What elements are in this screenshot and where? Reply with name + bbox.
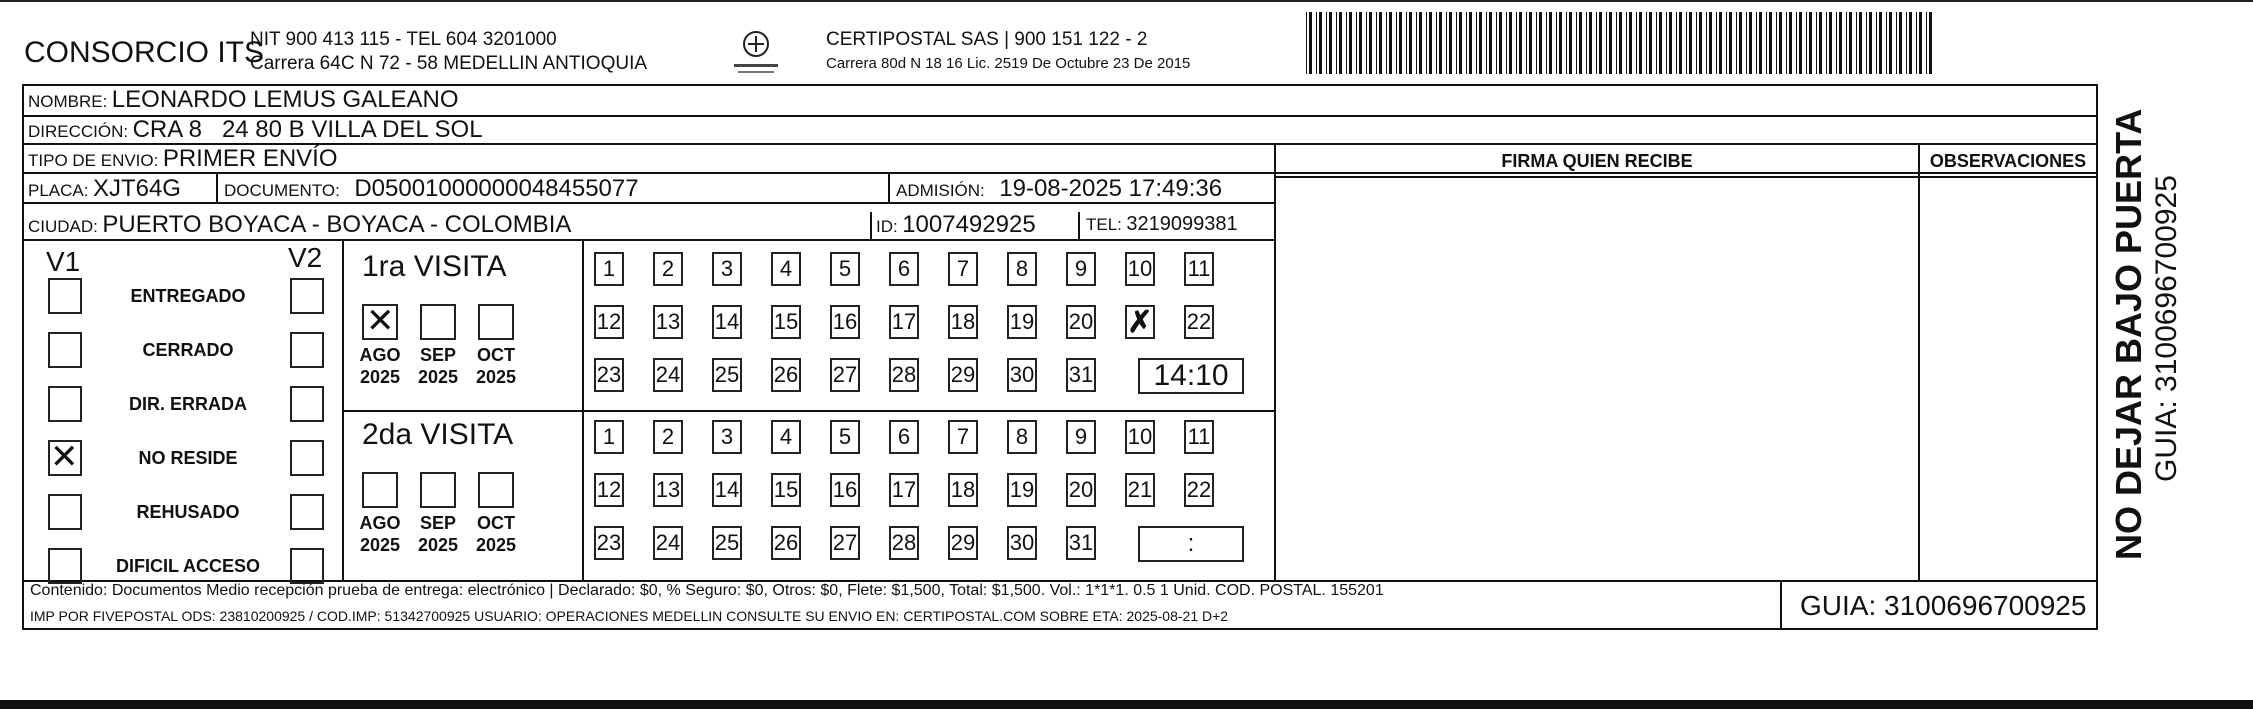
- barcode-bar: [1376, 12, 1377, 74]
- barcode-bar: [1759, 12, 1762, 74]
- tel-row: [1086, 213, 1238, 236]
- first-visit-day-4[interactable]: 4: [771, 252, 801, 286]
- first-visit-day-16[interactable]: 16: [830, 305, 860, 339]
- footer-contents: Contenido: Documentos Medio recepción prueba de entrega: electrónico | Declarado: $0, % Seguro: $0, Otros: $0, Flete: $1,500, Total: $1,500. Vol.: 1*1*1. 0.5 1 Unid. COD. POSTAL. 155201: [30, 582, 1384, 599]
- barcode-bar: [1389, 12, 1392, 74]
- v2-header: V2: [288, 242, 323, 273]
- barcode-bar: [1849, 12, 1852, 74]
- second-visit-day-26[interactable]: 26: [771, 526, 801, 560]
- second-visit-month-box-oct[interactable]: [478, 472, 514, 508]
- documento-value: D05001000000048455077: [354, 175, 639, 202]
- first-visit-day-7[interactable]: 7: [948, 252, 978, 286]
- barcode-bar: [1586, 12, 1587, 74]
- first-visit-day-29[interactable]: 29: [948, 358, 978, 392]
- month-name: AGO: [359, 513, 401, 533]
- barcode-bar: [1909, 12, 1912, 74]
- barcode-bar: [1639, 12, 1642, 74]
- barcode-bar: [1536, 12, 1537, 74]
- barcode-bar: [1706, 12, 1707, 74]
- barcode-bar: [1619, 12, 1622, 74]
- barcode-bar: [1579, 12, 1582, 74]
- barcode-bar: [1889, 12, 1892, 74]
- barcode-bar: [1459, 12, 1462, 74]
- company-nit: NIT 900 413 115 - TEL 604 3201000: [250, 29, 557, 50]
- col-divider: [1078, 212, 1080, 239]
- ciudad-value: PUERTO BOYACA - BOYACA - COLOMBIA: [102, 211, 572, 238]
- barcode-bar: [1566, 12, 1567, 74]
- first-visit-day-1[interactable]: 1: [594, 252, 624, 286]
- barcode-bar: [1596, 12, 1597, 74]
- barcode-bar: [1519, 12, 1522, 74]
- first-visit-day-12[interactable]: 12: [594, 305, 624, 339]
- second-visit-day-27[interactable]: 27: [830, 526, 860, 560]
- col-divider: [1780, 580, 1782, 630]
- first-visit-day-13[interactable]: 13: [653, 305, 683, 339]
- barcode-bar: [1526, 12, 1527, 74]
- first-visit-day-18[interactable]: 18: [948, 305, 978, 339]
- v2-checkbox-entregado[interactable]: [290, 278, 324, 314]
- cross-mark-icon: ✗: [1127, 306, 1153, 339]
- first-visit-day-9[interactable]: 9: [1066, 252, 1096, 286]
- barcode-bar: [1589, 12, 1592, 74]
- first-visit-month-box-sep[interactable]: [420, 304, 456, 340]
- second-visit-month-label-sep: [414, 512, 462, 556]
- visit-divider: [342, 410, 1274, 412]
- barcode-bar: [1399, 12, 1402, 74]
- barcode-bar: [1819, 12, 1822, 74]
- col-divider: [888, 172, 890, 202]
- check-mark-icon: ✕: [366, 301, 395, 341]
- barcode-bar: [1406, 12, 1407, 74]
- second-visit-day-24[interactable]: 24: [653, 526, 683, 560]
- barcode-bar: [1429, 12, 1432, 74]
- footer-guia: GUIA: 3100696700925: [1800, 590, 2087, 621]
- barcode-bar: [1676, 12, 1677, 74]
- first-visit-day-2[interactable]: 2: [653, 252, 683, 286]
- barcode-bar: [1826, 12, 1827, 74]
- first-visit-month-box-ago[interactable]: [362, 301, 398, 341]
- barcode-bar: [1919, 12, 1922, 74]
- check-mark-icon: ✕: [50, 437, 79, 477]
- barcode-bar: [1686, 12, 1687, 74]
- barcode-bar: [1656, 12, 1657, 74]
- tipo-row: [28, 145, 338, 173]
- first-visit-day-23[interactable]: 23: [594, 358, 624, 392]
- second-visit-day-9[interactable]: 9: [1066, 420, 1096, 454]
- v2-checkbox-dir-errada[interactable]: [290, 386, 324, 422]
- footer-print-info: IMP POR FIVEPOSTAL ODS: 23810200925 / COD.IMP: 51342700925 USUARIO: OPERACIONES MEDELLIN CONSULTE SU ENVIO EN: CERTIPOSTAL.COM SOBRE ETA: 2025-08-21 D+2: [30, 608, 1229, 624]
- col-divider: [1918, 143, 1920, 580]
- barcode-bar: [1496, 12, 1497, 74]
- barcode: [1306, 12, 1942, 74]
- barcode-bar: [1699, 12, 1702, 74]
- barcode-bar: [1316, 12, 1317, 74]
- first-visit-day-5[interactable]: 5: [830, 252, 860, 286]
- first-visit-day-10[interactable]: 10: [1125, 252, 1155, 286]
- barcode-bar: [1746, 12, 1747, 74]
- barcode-bar: [1489, 12, 1492, 74]
- admision-row: [896, 175, 1222, 203]
- first-visit-month-label-ago: [356, 344, 404, 388]
- id-row: [876, 211, 1036, 239]
- barcode-bar: [1926, 12, 1927, 74]
- barcode-bar: [1776, 12, 1777, 74]
- barcode-bar: [1359, 12, 1362, 74]
- month-year: 2025: [475, 367, 517, 387]
- barcode-bar: [1689, 12, 1692, 74]
- second-visit-day-21[interactable]: 21: [1125, 473, 1155, 507]
- company-name: CONSORCIO ITS: [24, 36, 265, 69]
- barcode-bar: [1339, 12, 1342, 74]
- barcode-bar: [1546, 12, 1547, 74]
- bottom-rule: [0, 700, 2253, 709]
- barcode-bar: [1839, 12, 1842, 74]
- barcode-bar: [1616, 12, 1617, 74]
- barcode-bar: [1646, 12, 1647, 74]
- barcode-bar: [1806, 12, 1807, 74]
- side-guia: GUIA: 3100696700925: [2150, 175, 2183, 482]
- barcode-bar: [1766, 12, 1767, 74]
- barcode-bar: [1436, 12, 1437, 74]
- row-divider: [22, 239, 1274, 241]
- first-visit-day-21[interactable]: [1125, 305, 1155, 339]
- second-visit-day-25[interactable]: 25: [712, 526, 742, 560]
- courier-info: [826, 28, 1190, 76]
- barcode-bar: [1696, 12, 1697, 74]
- courier-name: CERTIPOSTAL SAS | 900 151 122 - 2: [826, 29, 1148, 50]
- barcode-bar: [1449, 12, 1452, 74]
- placa-value: XJT64G: [92, 175, 181, 202]
- placa-label: PLACA:: [28, 181, 89, 200]
- barcode-bar: [1716, 12, 1717, 74]
- barcode-bar: [1569, 12, 1572, 74]
- month-name: SEP: [419, 345, 457, 365]
- second-visit-day-7[interactable]: 7: [948, 420, 978, 454]
- month-name: OCT: [477, 345, 515, 365]
- barcode-bar: [1809, 12, 1812, 74]
- second-visit-time-box[interactable]: :: [1138, 526, 1244, 562]
- barcode-bar: [1769, 12, 1772, 74]
- barcode-bar: [1886, 12, 1887, 74]
- first-visit-day-14[interactable]: 14: [712, 305, 742, 339]
- status-label-cerrado: CERRADO: [142, 340, 234, 360]
- second-visit-day-11[interactable]: 11: [1184, 420, 1214, 454]
- barcode-bar: [1486, 12, 1487, 74]
- barcode-bar: [1719, 12, 1722, 74]
- status-label-entregado: ENTREGADO: [130, 286, 246, 306]
- barcode-bar: [1326, 12, 1327, 74]
- barcode-bar: [1799, 12, 1802, 74]
- barcode-bar: [1649, 12, 1652, 74]
- first-visit-day-8[interactable]: 8: [1007, 252, 1037, 286]
- observaciones-title: OBSERVACIONES: [1929, 151, 2087, 171]
- barcode-bar: [1469, 12, 1472, 74]
- first-visit-day-17[interactable]: 17: [889, 305, 919, 339]
- barcode-bar: [1336, 12, 1337, 74]
- barcode-bar: [1509, 12, 1512, 74]
- barcode-bar: [1779, 12, 1782, 74]
- month-name: OCT: [477, 513, 515, 533]
- second-visit-month-label-oct: [472, 512, 520, 556]
- second-visit-day-20[interactable]: 20: [1066, 473, 1096, 507]
- barcode-bar: [1869, 12, 1872, 74]
- barcode-bar: [1789, 12, 1792, 74]
- barcode-bar: [1859, 12, 1862, 74]
- v1-checkbox-cerrado[interactable]: [48, 332, 82, 368]
- col-divider: [1274, 143, 1276, 580]
- barcode-bar: [1599, 12, 1602, 74]
- second-visit-day-14[interactable]: 14: [712, 473, 742, 507]
- barcode-bar: [1446, 12, 1447, 74]
- barcode-bar: [1379, 12, 1382, 74]
- first-visit-day-22[interactable]: 22: [1184, 305, 1214, 339]
- second-visit-day-16[interactable]: 16: [830, 473, 860, 507]
- second-visit-day-13[interactable]: 13: [653, 473, 683, 507]
- barcode-bar: [1726, 12, 1727, 74]
- barcode-bar: [1479, 12, 1482, 74]
- second-visit-day-23[interactable]: 23: [594, 526, 624, 560]
- barcode-bar: [1739, 12, 1742, 74]
- first-visit-day-11[interactable]: 11: [1184, 252, 1214, 286]
- tel-value: 3219099381: [1126, 213, 1238, 235]
- direccion-value: CRA 8 24 80 B VILLA DEL SOL: [132, 116, 483, 143]
- second-visit-day-31[interactable]: 31: [1066, 526, 1096, 560]
- nombre-value: LEONARDO LEMUS GALEANO: [111, 86, 459, 113]
- month-year: 2025: [359, 367, 401, 387]
- barcode-bar: [1556, 12, 1557, 74]
- barcode-bar: [1679, 12, 1682, 74]
- barcode-bar: [1749, 12, 1752, 74]
- barcode-bar: [1629, 12, 1632, 74]
- barcode-bar: [1549, 12, 1552, 74]
- second-visit-day-12[interactable]: 12: [594, 473, 624, 507]
- barcode-bar: [1439, 12, 1442, 74]
- barcode-bar: [1466, 12, 1467, 74]
- admision-value: 19-08-2025 17:49:36: [999, 175, 1223, 202]
- barcode-bar: [1559, 12, 1562, 74]
- first-visit-day-24[interactable]: 24: [653, 358, 683, 392]
- second-visit-day-5[interactable]: 5: [830, 420, 860, 454]
- admision-label: ADMISIÓN:: [896, 181, 985, 200]
- v2-checkbox-no-reside[interactable]: [290, 440, 324, 476]
- barcode-bar: [1516, 12, 1517, 74]
- barcode-bar: [1606, 12, 1607, 74]
- first-visit-month-label-sep: [414, 344, 462, 388]
- first-visit-day-27[interactable]: 27: [830, 358, 860, 392]
- company-address: Carrera 64C N 72 - 58 MEDELLIN ANTIOQUIA: [250, 53, 648, 74]
- direccion-label: DIRECCIÓN:: [28, 122, 129, 141]
- first-visit-day-30[interactable]: 30: [1007, 358, 1037, 392]
- barcode-bar: [1659, 12, 1662, 74]
- top-rule: [0, 0, 2253, 2]
- first-visit-day-26[interactable]: 26: [771, 358, 801, 392]
- row-divider: [1274, 172, 2098, 174]
- month-name: SEP: [419, 513, 457, 533]
- second-visit-day-8[interactable]: 8: [1007, 420, 1037, 454]
- barcode-bar: [1709, 12, 1712, 74]
- barcode-bar: [1419, 12, 1422, 74]
- tipo-label: TIPO DE ENVIO:: [28, 151, 159, 170]
- barcode-bar: [1836, 12, 1837, 74]
- barcode-bar: [1816, 12, 1817, 74]
- second-visit-day-6[interactable]: 6: [889, 420, 919, 454]
- v1-checkbox-no-reside[interactable]: [48, 437, 82, 477]
- ciudad-row: [28, 211, 571, 239]
- second-visit-month-box-sep[interactable]: [420, 472, 456, 508]
- second-visit-month-label-ago: [356, 512, 404, 556]
- status-label-dir-errada: DIR. ERRADA: [128, 394, 247, 414]
- v2-checkbox-dificil-acceso[interactable]: [290, 548, 324, 584]
- barcode-bar: [1609, 12, 1612, 74]
- second-visit-day-1[interactable]: 1: [594, 420, 624, 454]
- tel-label: TEL:: [1086, 215, 1122, 234]
- v1-checkbox-dificil-acceso[interactable]: [48, 548, 82, 584]
- month-year: 2025: [417, 367, 459, 387]
- first-visit-day-28[interactable]: 28: [889, 358, 919, 392]
- barcode-bar: [1636, 12, 1637, 74]
- barcode-bar: [1626, 12, 1627, 74]
- status-label-no-reside: NO RESIDE: [138, 448, 238, 468]
- month-year: 2025: [359, 535, 401, 555]
- first-visit-day-25[interactable]: 25: [712, 358, 742, 392]
- barcode-bar: [1846, 12, 1847, 74]
- second-visit-day-15[interactable]: 15: [771, 473, 801, 507]
- second-visit-day-30[interactable]: 30: [1007, 526, 1037, 560]
- second-visit-month-box-ago[interactable]: [362, 472, 398, 508]
- second-visit-day-29[interactable]: 29: [948, 526, 978, 560]
- second-visit-day-4[interactable]: 4: [771, 420, 801, 454]
- barcode-bar: [1916, 12, 1917, 74]
- barcode-bar: [1369, 12, 1372, 74]
- barcode-bar: [1396, 12, 1397, 74]
- nombre-label: NOMBRE:: [28, 92, 108, 111]
- first-visit-day-20[interactable]: 20: [1066, 305, 1096, 339]
- barcode-bar: [1866, 12, 1867, 74]
- courier-license: Carrera 80d N 18 16 Lic. 2519 De Octubre 23 De 2015: [826, 55, 1191, 72]
- barcode-bar: [1539, 12, 1542, 74]
- barcode-bar: [1309, 12, 1312, 74]
- barcode-bar: [1319, 12, 1322, 74]
- first-visit-month-label-oct: [472, 344, 520, 388]
- nombre-row: [28, 86, 459, 114]
- barcode-bar: [1576, 12, 1577, 74]
- barcode-bar: [1529, 12, 1532, 74]
- col-divider: [870, 212, 872, 239]
- month-name: AGO: [359, 345, 401, 365]
- first-visit-title: 1ra VISITA: [362, 250, 507, 283]
- second-visit-day-2[interactable]: 2: [653, 420, 683, 454]
- second-visit-title: 2da VISITA: [362, 418, 514, 451]
- first-visit-day-6[interactable]: 6: [889, 252, 919, 286]
- barcode-bar: [1409, 12, 1412, 74]
- v1-checkbox-rehusado[interactable]: [48, 494, 82, 530]
- first-visit-time-box[interactable]: 14:10: [1138, 358, 1244, 394]
- barcode-bar: [1499, 12, 1502, 74]
- barcode-bar: [1456, 12, 1457, 74]
- v2-checkbox-cerrado[interactable]: [290, 332, 324, 368]
- company-info: [250, 28, 647, 76]
- col-divider: [216, 172, 218, 202]
- second-visit-day-18[interactable]: 18: [948, 473, 978, 507]
- firma-title: FIRMA QUIEN RECIBE: [1501, 151, 1693, 171]
- barcode-bar: [1366, 12, 1367, 74]
- first-visit-day-15[interactable]: 15: [771, 305, 801, 339]
- second-visit-day-28[interactable]: 28: [889, 526, 919, 560]
- barcode-bar: [1506, 12, 1507, 74]
- barcode-bar: [1306, 12, 1307, 74]
- documento-row: [224, 175, 639, 203]
- barcode-bar: [1856, 12, 1857, 74]
- second-visit-day-3[interactable]: 3: [712, 420, 742, 454]
- first-visit-day-31[interactable]: 31: [1066, 358, 1096, 392]
- first-visit-day-19[interactable]: 19: [1007, 305, 1037, 339]
- barcode-bar: [1899, 12, 1902, 74]
- first-visit-month-box-oct[interactable]: [478, 304, 514, 340]
- second-visit-day-22[interactable]: 22: [1184, 473, 1214, 507]
- second-visit-day-10[interactable]: 10: [1125, 420, 1155, 454]
- barcode-bar: [1729, 12, 1732, 74]
- barcode-bar: [1906, 12, 1907, 74]
- barcode-bar: [1829, 12, 1832, 74]
- barcode-bar: [1426, 12, 1427, 74]
- placa-row: [28, 175, 181, 203]
- side-warning: NO DEJAR BAJO PUERTA: [2108, 108, 2149, 560]
- second-visit-day-19[interactable]: 19: [1007, 473, 1037, 507]
- barcode-bar: [1736, 12, 1737, 74]
- v2-checkbox-rehusado[interactable]: [290, 494, 324, 530]
- barcode-bar: [1329, 12, 1332, 74]
- barcode-bar: [1356, 12, 1357, 74]
- barcode-bar: [1796, 12, 1797, 74]
- barcode-bar: [1416, 12, 1417, 74]
- status-label-dificil-acceso: DIFICIL ACCESO: [115, 556, 260, 576]
- v1-checkbox-entregado[interactable]: [48, 278, 82, 314]
- barcode-bar: [1876, 12, 1877, 74]
- barcode-bar: [1666, 12, 1667, 74]
- month-year: 2025: [417, 535, 459, 555]
- v1-header: V1: [46, 246, 81, 277]
- barcode-bar: [1896, 12, 1897, 74]
- barcode-bar: [1669, 12, 1672, 74]
- second-visit-day-17[interactable]: 17: [889, 473, 919, 507]
- barcode-bar: [1476, 12, 1477, 74]
- documento-label: DOCUMENTO:: [224, 181, 340, 200]
- barcode-bar: [1879, 12, 1882, 74]
- courier-logo-icon: [728, 26, 784, 78]
- direccion-row: [28, 116, 483, 144]
- status-label-rehusado: REHUSADO: [136, 502, 240, 522]
- first-visit-day-3[interactable]: 3: [712, 252, 742, 286]
- ciudad-label: CIUDAD:: [28, 217, 98, 236]
- barcode-bar: [1756, 12, 1757, 74]
- v1-checkbox-dir-errada[interactable]: [48, 386, 82, 422]
- sig-header-divider: [1274, 176, 2096, 178]
- barcode-bar: [1349, 12, 1352, 74]
- barcode-bar: [1386, 12, 1387, 74]
- barcode-bar: [1929, 12, 1932, 74]
- month-year: 2025: [475, 535, 517, 555]
- barcode-bar: [1786, 12, 1787, 74]
- tipo-value: PRIMER ENVÍO: [162, 145, 338, 172]
- barcode-bar: [1346, 12, 1347, 74]
- id-value: 1007492925: [902, 211, 1036, 238]
- id-label: ID:: [876, 217, 898, 236]
